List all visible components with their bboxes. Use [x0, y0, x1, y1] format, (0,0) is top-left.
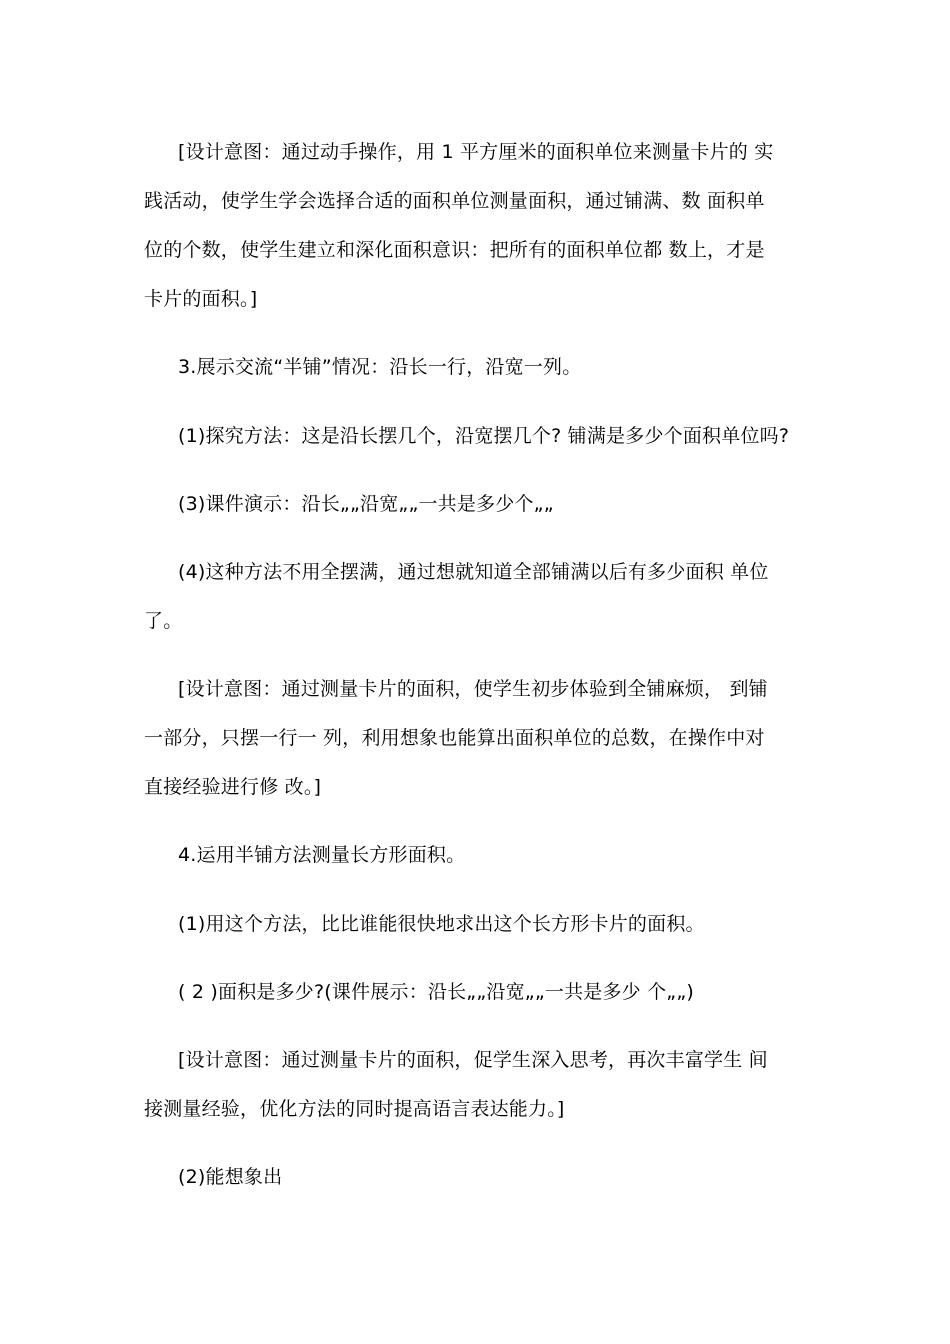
step-4-line-2: 了。	[144, 610, 183, 632]
section-4-step-1: (1)用这个方法，比比谁能很快地求出这个长方形卡片的面积。	[178, 913, 705, 935]
paragraph-1-line-4: 卡片的面积。]	[144, 288, 258, 310]
final-step-text: (2)能想象出	[178, 1166, 283, 1188]
paragraph-2-line-1: [设计意图：通过测量卡片的面积，使学生初步体验到全铺麻烦， 到铺	[178, 678, 768, 700]
paragraph-1-line-3: 位的个数，使学生建立和深化面积意识：把所有的面积单位都 数上，才是	[144, 239, 765, 261]
paragraph-1-line-2: 践活动，使学生学会选择合适的面积单位测量面积，通过铺满、数 面积单	[144, 190, 765, 212]
paragraph-2-line-3: 直接经验进行修 改。]	[144, 776, 322, 798]
section-4-heading: 4.运用半铺方法测量长方形面积。	[178, 844, 466, 866]
paragraph-1-line-1: [设计意图：通过动手操作，用 1 平方厘米的面积单位来测量卡片的 实	[178, 141, 774, 163]
paragraph-3-line-2: 接测量经验，优化方法的同时提高语言表达能力。]	[144, 1098, 565, 1120]
step-3-text: (3)课件演示：沿长„„沿宽„„一共是多少个„„	[178, 493, 554, 515]
section-4-step-2: ( 2 )面积是多少?(课件展示：沿长„„沿宽„„一共是多少 个„„)	[178, 981, 695, 1003]
step-4-line-1: (4)这种方法不用全摆满，通过想就知道全部铺满以后有多少面积 单位	[178, 561, 769, 583]
step-1-text: (1)探究方法：这是沿长摆几个，沿宽摆几个? 铺满是多少个面积单位吗?	[178, 425, 790, 447]
paragraph-2-line-2: 一部分，只摆一行一 列，利用想象也能算出面积单位的总数，在操作中对	[144, 727, 765, 749]
section-3-heading: 3.展示交流“半铺”情况：沿长一行，沿宽一列。	[178, 356, 582, 378]
paragraph-3-line-1: [设计意图：通过测量卡片的面积，促学生深入思考，再次丰富学生 间	[178, 1049, 768, 1071]
